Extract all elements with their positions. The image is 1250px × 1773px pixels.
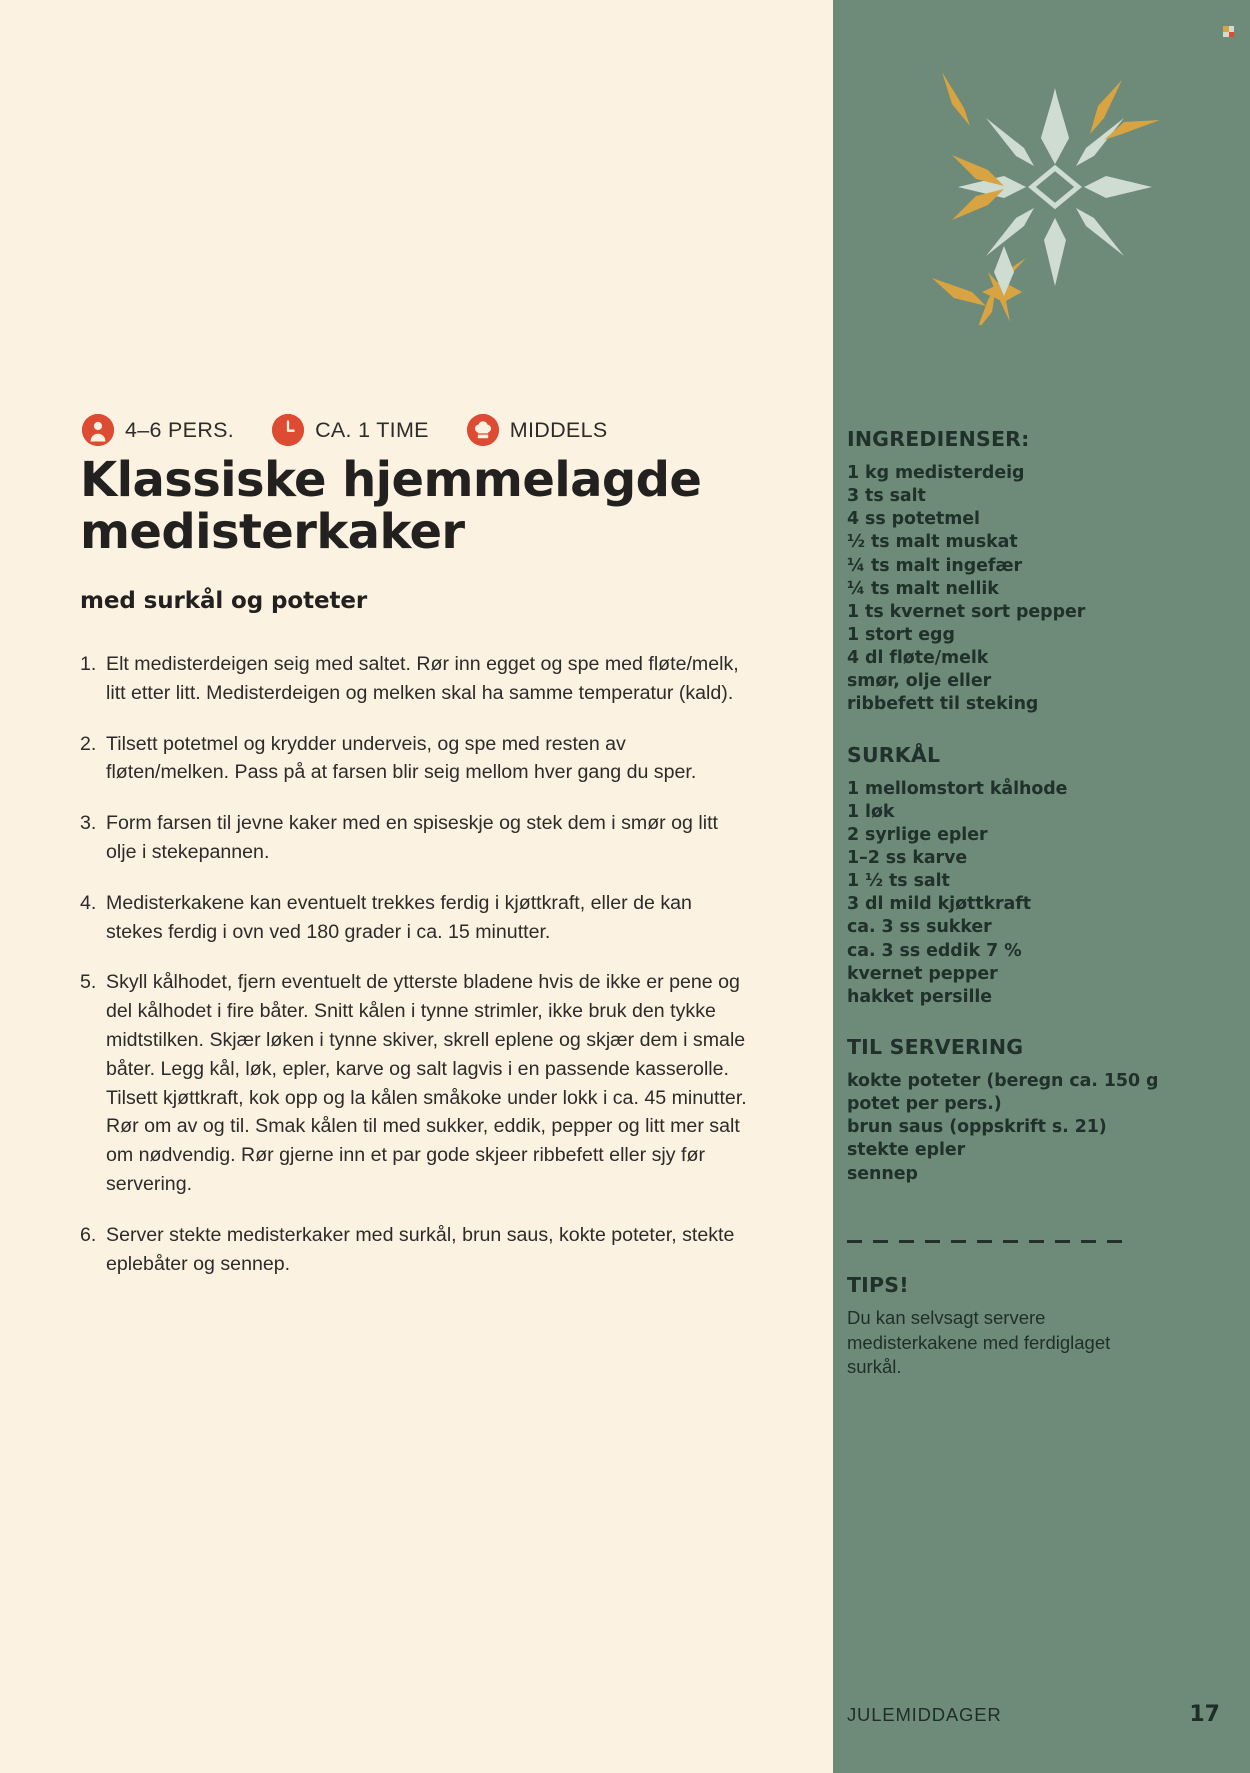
footer-section-label: JULEMIDDAGER: [847, 1704, 1002, 1725]
ingredient-item: kokte poteter (beregn ca. 150 g: [847, 1070, 1159, 1091]
step-text: Skyll kålhodet, fjern eventuelt de ytterste bladene hvis de ikke er pene og del kålhodet i fire båter. Snitt kålen i tynne strimler, ikke bruk den tykke midtstilken. Skjær løken i tynne skiver, skrell eplene og skjær dem i smale båter. Legg kål, løk, epler, karve og salt lagvis i en passende kasserolle. Tilsett kjøttkraft, kok opp og la kålen småkoke under lokk i ca. 45 minutter. Rør om av og til. Smak kålen til med sukker, eddik, pepper og litt mer salt om nødvendig. Rør gjerne inn et par gode skjeer ribbefett eller sjy før servering.: [106, 971, 747, 1195]
meta-servings-label: 4–6 PERS.: [125, 417, 235, 442]
ingredient-item: 4 ss potetmel: [847, 509, 980, 530]
ingredient-item: 3 dl mild kjøttkraft: [847, 894, 1032, 915]
ingredients-heading: INGREDIENSER:: [847, 427, 1030, 451]
ingredient-item: 2 syrlige epler: [847, 824, 988, 845]
ingredient-item: potet per pers.): [847, 1094, 1002, 1115]
tips-heading: TIPS!: [847, 1273, 909, 1297]
meta-time: [272, 414, 429, 446]
page-title: Klassiske hjemmelagde medisterkaker: [80, 452, 702, 560]
recipe-step: [80, 730, 752, 788]
sidebar-content: [847, 427, 1177, 1186]
servering-heading: TIL SERVERING: [847, 1034, 1024, 1059]
meta-time-label: CA. 1 TIME: [315, 417, 429, 442]
step-text: Server stekte medisterkaker med surkål, brun saus, kokte poteter, stekte eplebåter og sennep.: [106, 1223, 735, 1275]
ingredient-item: brun saus (oppskrift s. 21): [847, 1117, 1107, 1138]
ingredient-item: 1 mellomstort kålhode: [847, 778, 1068, 799]
chef-hat-icon: [467, 414, 499, 446]
step-text: Medisterkakene kan eventuelt trekkes ferdig i kjøttkraft, eller de kan stekes ferdig i ovn ved 180 grader i ca. 15 minutter.: [106, 891, 692, 943]
page-footer: [847, 1702, 1220, 1727]
servering-list: [847, 1070, 1177, 1186]
step-text: Tilsett potetmel og krydder underveis, og spe med resten av fløten/melken. Pass på at farsen blir seig mellom hver gang du sper.: [106, 732, 697, 784]
recipe-step: [80, 650, 752, 708]
ingredient-item: sennep: [847, 1163, 918, 1184]
tips-text: Du kan selvsagt servere medisterkakene med ferdiglaget surkål.: [847, 1307, 1111, 1378]
snowflake-ornament-icon: [918, 60, 1168, 325]
recipe-step: [80, 1221, 752, 1279]
ingredient-item: smør, olje eller: [847, 671, 992, 692]
footer-page-number: 17: [1189, 1702, 1220, 1727]
meta-difficulty: [467, 414, 608, 446]
surkal-heading: SURKÅL: [847, 742, 941, 767]
recipe-meta-row: [82, 414, 645, 446]
meta-servings: [82, 414, 234, 446]
recipe-step: [80, 968, 752, 1198]
tips-divider: [847, 1240, 1132, 1243]
step-number: 6.: [80, 1223, 97, 1246]
clock-icon: [272, 414, 304, 446]
step-text: Elt medisterdeigen seig med saltet. Rør inn egget og spe med fløte/melk, litt etter litt. Medisterdeigen og melken skal ha samme temperatur (kald).: [106, 653, 739, 704]
ingredient-item: 1 stort egg: [847, 624, 955, 645]
ingredient-item: kvernet pepper: [847, 963, 998, 984]
ingredient-item: ¼ ts malt ingefær: [847, 555, 1023, 576]
recipe-step: [80, 809, 752, 867]
step-text: Form farsen til jevne kaker med en spiseskje og stek dem i smør og litt olje i stekepannen.: [106, 812, 718, 863]
ingredient-item: stekte epler: [847, 1140, 966, 1161]
ingredient-item: ca. 3 ss eddik 7 %: [847, 940, 1022, 961]
ingredients-list: [847, 462, 1177, 717]
step-number: 2.: [80, 732, 97, 755]
ingredient-item: 4 dl fløte/melk: [847, 648, 989, 669]
ingredient-item: 1 ½ ts salt: [847, 871, 950, 892]
ingredient-item: 1 ts kvernet sort pepper: [847, 601, 1086, 622]
ingredient-item: 1 løk: [847, 801, 895, 822]
corner-dot-decoration: [1223, 26, 1234, 37]
ingredient-item: ½ ts malt muskat: [847, 532, 1018, 553]
ingredient-item: ¼ ts malt nellik: [847, 578, 999, 599]
surkal-list: [847, 778, 1177, 1009]
recipe-step: [80, 889, 752, 947]
meta-difficulty-label: MIDDELS: [509, 417, 608, 442]
step-number: 5.: [80, 971, 97, 994]
page-subtitle: med surkål og poteter: [80, 588, 368, 614]
recipe-steps-list: [80, 650, 752, 1300]
person-icon: [82, 414, 114, 446]
step-number: 3.: [80, 812, 97, 835]
step-number: 1.: [80, 653, 97, 675]
recipe-sidebar: [833, 0, 1250, 1773]
ingredient-item: 1–2 ss karve: [847, 847, 968, 868]
ingredient-item: 3 ts salt: [847, 486, 926, 507]
ingredient-item: ca. 3 ss sukker: [847, 917, 992, 938]
ingredient-item: ribbefett til steking: [847, 694, 1039, 715]
step-number: 4.: [80, 891, 97, 914]
ingredient-item: hakket persille: [847, 986, 993, 1007]
tips-block: [847, 1273, 1137, 1380]
ingredient-item: 1 kg medisterdeig: [847, 463, 1025, 483]
